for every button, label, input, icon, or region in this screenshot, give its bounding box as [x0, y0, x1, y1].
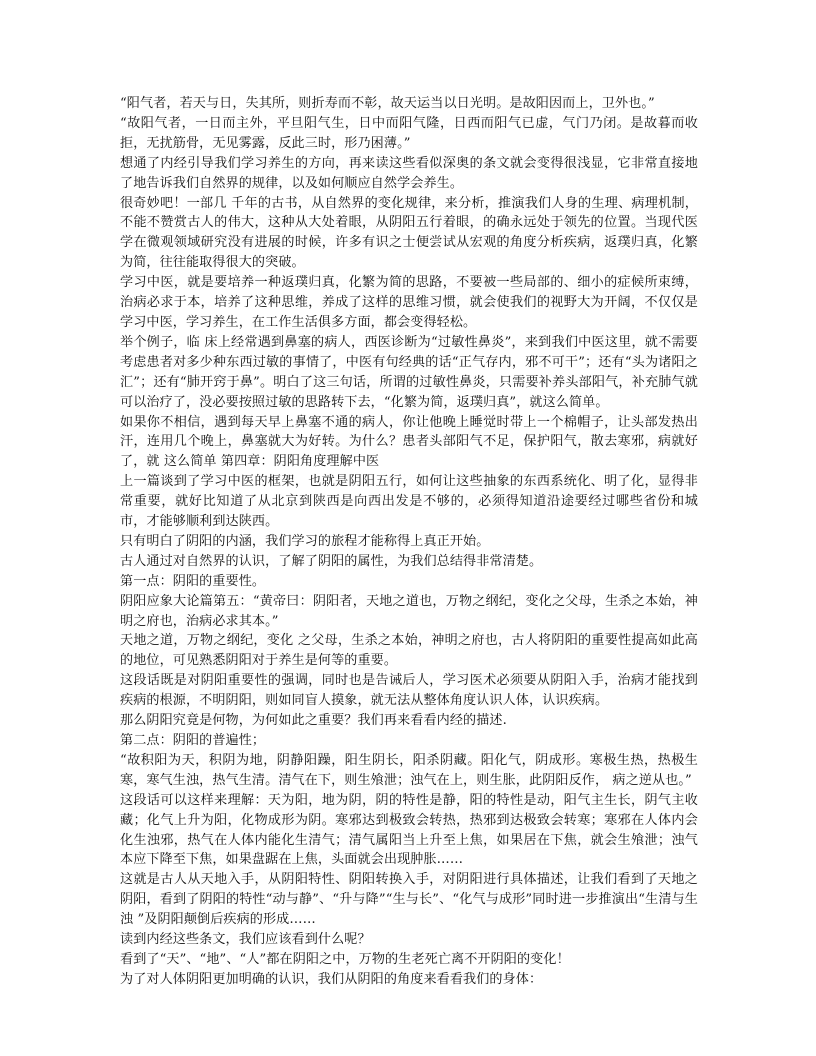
paragraph: 这就是古人从天地入手，从阴阳特性、阴阳转换入手，对阴阳进行具体描述，让我们看到了天地之阴阳，看到了阴阳的特性“动与静”、“升与降”“生与长”、“化气与成形”同时进一步推演出“生清与生浊 ”及阴阳颠倒后疾病的形成……	[120, 872, 698, 928]
paragraph: 想通了内经引导我们学习养生的方向，再来读这些看似深奥的条文就会变得很浅显，它非常直接地了地告诉我们自然界的规律，以及如何顺应自然学会养生。	[120, 155, 698, 191]
paragraph: 读到内经这些条文，我们应该看到什么呢？	[120, 932, 371, 948]
paragraph: 那么阴阳究竟是何物，为何如此之重要？我们再来看看内经的描述.	[120, 713, 507, 729]
paragraph: “阳气者，若天与日，失其所，则折寿而不彰，故天运当以日光明。是故阳因而上，卫外也。”	[120, 96, 655, 111]
paragraph: 这段话可以这样来理解：天为阳，地为阴，阴的特性是静，阳的特性是动，阳气主生长，阴气主收藏；化气上升为阳，化物成形为阴。寒邪达到极致会转热，热邪到达极致会转寒；寒邪在人体内会化生浊邪，热气在人体内能化生清气；清气属阳当上升至上焦，如果居在下焦，就会生飧泄；浊气本应下降至下焦，如果盘踞在上焦，头面就会出现肿胀……	[120, 792, 698, 868]
paragraph: 这段话既是对阴阳重要性的强调，同时也是告诫后人，学习医术必须要从阴阳入手，治病才能找到疾病的根源，不明阴阳，则如同盲人摸象，就无法从整体角度认识人体，认识疾病。	[120, 673, 698, 709]
paragraph: 上一篇谈到了学习中医的框架，也就是阴阳五行，如何让这些抽象的东西系统化、明了化，显得非常重要，就好比知道了从北京到陕西是向西出发是不够的，必须得知道沿途要经过哪些省份和城市，才能够顺利到达陕西。	[120, 474, 698, 530]
section-heading: 第一点：阴阳的重要性。	[120, 573, 266, 589]
document-body	[120, 94, 698, 990]
paragraph: 很奇妙吧！一部几 千年的古书，从自然界的变化规律，来分析，推演我们人身的生理、病理机制，不能不赞赏古人的伟大，这种从大处着眼，从阴阳五行着眼，的确永远处于领先的位置。当现代医学在微观领域研究没有进展的时候，许多有识之士便尝试从宏观的角度分析疾病，返璞归真，化繁为简，往往能取得很大的突破。	[120, 195, 698, 271]
paragraph: “故阳气者，一日而主外，平旦阳气生，日中而阳气隆，日西而阳气已虚，气门乃闭。是故暮而收拒，无扰筋骨，无见雾露，反此三时，形乃困薄。”	[120, 115, 698, 151]
paragraph: 为了对人体阴阳更加明确的认识，我们从阴阳的角度来看看我们的身体：	[120, 971, 543, 987]
section-heading: 第二点：阴阳的普遍性；	[120, 733, 266, 748]
paragraph: “故积阳为天，积阴为地，阴静阳躁，阳生阴长，阳杀阴藏。阳化气，阴成形。寒极生热，热极生寒，寒气生浊，热气生清。清气在下，则生飧泄；浊气在上，则生胀，此阴阳反作， 病之逆从也。”	[120, 752, 698, 788]
paragraph: 阴阳应象大论篇第五：“黄帝曰：阴阳者，天地之道也，万物之纲纪，变化之父母，生杀之本始，神明之府也，治病必求其本。”	[120, 593, 698, 629]
paragraph: 学习中医，就是要培养一种返璞归真，化繁为简的思路，不要被一些局部的、细小的症候所束缚，治病必求于本，培养了这种思维，养成了这样的思维习惯，就会使我们的视野大为开阔，不仅仅是学习中医，学习养生，在工作生活俱多方面，都会变得轻松。	[120, 275, 698, 330]
paragraph: 举个例子，临 床上经常遇到鼻塞的病人，西医诊断为“过敏性鼻炎”，来到我们中医这里，就不需要考虑患者对多少种东西过敏的事情了，中医有句经典的话“正气存内，邪不可干”；还有“头为诸阳之汇”；还有“肺开窍于鼻”。明白了这三句话，所谓的过敏性鼻炎，只需要补养头部阳气，补充肺气就可以治疗了，没必要按照过敏的思路转下去，“化繁为简，返璞归真”，就这么简单。	[120, 334, 698, 410]
paragraph: 只有明白了阴阳的内涵，我们学习的旅程才能称得上真正开始。	[120, 533, 490, 549]
paragraph: 看到了“天”、“地”、“人”都在阴阳之中，万物的生老死亡离不开阴阳的变化！	[120, 951, 570, 967]
paragraph: 古人通过对自然界的认识，了解了阴阳的属性，为我们总结得非常清楚。	[120, 553, 543, 569]
paragraph: 如果你不相信，遇到每天早上鼻塞不通的病人，你让他晚上睡觉时带上一个棉帽子，让头部发热出汗，连用几个晚上，鼻塞就大为好转。为什么？患者头部阳气不足，保护阳气，散去寒邪，病就好了，就 这么简单 第四章：阴阳角度理解中医	[120, 414, 698, 470]
paragraph: 天地之道，万物之纲纪，变化 之父母，生杀之本始，神明之府也，古人将阴阳的重要性提高如此高的地位，可见熟悉阴阳对于养生是何等的重要。	[120, 633, 698, 669]
